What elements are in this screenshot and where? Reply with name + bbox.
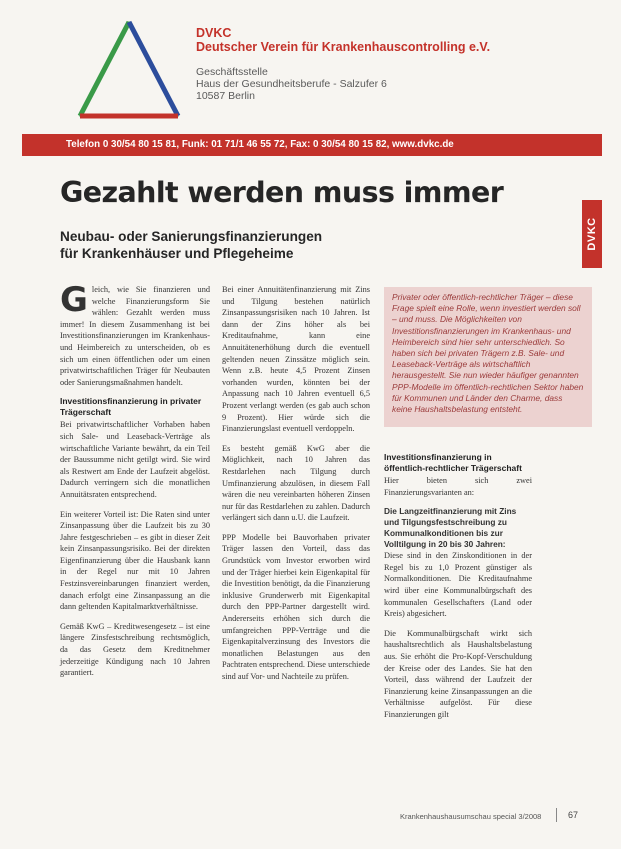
callout-box: Privater oder öffentlich-rechtlicher Träger – diese Frage spielt eine Rolle, wenn investiert werden soll – und muss. Die Möglichkeiten von Investitionsfinanzierungen im Krankenhaus- und Heimbereich sind hier sehr unterschiedlich. So haben sich bei privaten Trägern z.B. Sale- und Leaseback-Verträge als wirtschaftlich herausgestellt. Sie nun wieder häufiger genannten PPP-Modelle im öffentlich-rechtlichen Sektor haben für Kommunen und Länder den Charme, dass keine Haushaltsbelastung entsteht. [384,287,592,427]
paragraph: Ein weiterer Vorteil ist: Die Raten sind unter Zinsanpassung über die Laufzeit bis zu 30 Jahre festgeschrieben – es gibt in dieser Zeit kein Zinsanpassungsrisiko. Bei der direkten Eigenfinanzierung über die Hausbank kann in der Regel nur mit 10 Jahren Festzinsvereinbarungen finanziert werden, danach erfolgt eine Zinsanpassung an die dann geltenden Kapitalmarktverhältnisse. [60,509,210,612]
column-1 [60,280,210,687]
addr-line-1: Geschäftsstelle [196,66,268,78]
paragraph [60,280,210,388]
emphasized-paragraph: Die Langzeitfinanzierung mit Zins und Tilgungsfestschreibung zu Kommunalkonditionen bis zur Volltilgung in 20 bis 30 Jahren: [384,506,517,550]
side-tab-label: DVKC [586,217,598,251]
section-heading: Investitionsfinanzierung in privater Trägerschaft [60,396,202,418]
column-3 [384,450,532,729]
org-long: Deutscher Verein für Krankenhauscontrolling e.V. [196,40,491,54]
article-subline [60,228,322,262]
paragraph: Die Kommunalbürgschaft wirkt sich haushaltsrechtlich als Haushaltsbelastung aus. Sie erhöht die Pro-Kopf-Verschuldung der Kreise oder des Landes. Sie hat den Vorteil, dass während der Laufzeit der Finanzierung keine Zinsanpassungen an die Verhältnisse aufgelöst. Für diese Finanzierungen gilt [384,628,532,719]
footer-publication: Krankenhaushausumschau special 3/2008 [400,812,542,821]
paragraph: Diese sind in den Zinskonditionen in der Regel bis zu 1,0 Prozent günstiger als Normalkonditionen. Die Kreditaufnahme wird über eine Kommunalbürgschaft des kommunalen Gesellschafters (Land oder Kreis) abgesichert. [384,551,532,619]
paragraph: PPP Modelle bei Bauvorhaben privater Träger lassen den Vorteil, dass das Grundstück vom Investor erworben wird und der Träger hierbei kein Eigenkapital für die Investition benötigt, da die Finanzierung inklusive Grunderwerb mit Eigenkapital durch den PPP-Partner dargestellt wird. Andererseits erhöhen sich durch die umfangreichen PPP-Verträge und die Eigenkapitalverzinsung des Investors die monatlichen Belastungen aus den Pachtraten entsprechend. Diese unterschiede sind auf Vor- und Nachteile zu prüfen. [222,532,370,681]
dvkc-logo-icon [70,16,188,124]
paragraph: Bei privatwirtschaftlicher Vorhaben haben sich Sale- und Leaseback-Verträge als wirtschaftliche Variante bewährt, da ein Teil der Baussumme nicht getilgt wird. Sie wird als Restwert am Ende der Laufzeit abgelöst. Dadurch verringern sich die monatlichen Annuitätsraten entsprechend. [60,420,210,499]
paragraph: Hier bieten sich zwei Finanzierungsvarianten an: [384,476,532,497]
paragraph-text: leich, wie Sie finanzieren und welche Finanzierungsform Sie wählen: Gezahlt werden muss immer! In diesem Zusammenhang ist bei Investitionsfinanzierungen im Krankenhaus- und Heimbereich zu unterscheiden, ob es sich um einen öffentlichen oder um einen privatwirtschaftlichen Träger für Neubauten oder Sanierungsmaßnahmen handelt. [60,285,210,387]
addr-line-3: 10587 Berlin [196,90,255,102]
drop-cap: G [60,280,88,320]
subline-1: Neubau- oder Sanierungsfinanzierungen [60,229,323,244]
paragraph: Bei einer Annuitätenfinanzierung mit Zins und Tilgung bestehen natürlich Zinsanpassungsrisiken nach 10 Jahren. Ist dann der Zins höher als bei Kreditaufnahme, kann eine Annuitätenerhöhung durch die eventuell geltenden neuen Zinssätze möglich sein. Wenn z.B. heute 4,5 Prozent Zinsen vorhanden wurden, könnten bei der Anpassung nach 10 Jahren eventuell 6,5 Prozent verlangt werden (es gab auch schon 9 Prozent). Hier würde sich die Finanzierungslast eventuell verdoppeln. [222,285,370,434]
paragraph: Gemäß KwG – Kreditwesengesetz – ist eine längere Zinsfestschreibung rechtsmöglich, da das Gesetz dem Kreditnehmer jederzeitige Kündigung nach 10 Jahren garantiert. [60,621,210,678]
organization-address [196,66,387,102]
org-short: DVKC [196,26,232,40]
article-headline: Gezahlt werden muss immer [60,176,504,209]
paragraph: Es besteht gemäß KwG aber die Möglichkeit, nach 10 Jahren das Restdarlehen nach Tilgung durch Umfinanzierung abzulösen, in diesem Fall wären die neu vereinbarten höheren Zinsen nur für das Restdarlehen zu zahlen. Dadurch verlängert sich dann u.U. die Laufzeit. [222,443,370,523]
page-number: 67 [568,810,579,820]
contact-bar: Telefon 0 30/54 80 15 81, Funk: 01 71/1 46 55 72, Fax: 0 30/54 80 15 82, www.dvkc.de [22,134,602,156]
side-tab [582,200,602,268]
column-2 [222,284,370,691]
footer-divider [556,808,557,822]
section-heading: Investitionsfinanzierung in öffentlich-rechtlicher Trägerschaft [384,452,522,473]
subline-2: für Krankenhäuser und Pflegeheime [60,246,294,261]
addr-line-2: Haus der Gesundheitsberufe - Salzufer 6 [196,78,387,90]
organization-name [196,26,490,54]
